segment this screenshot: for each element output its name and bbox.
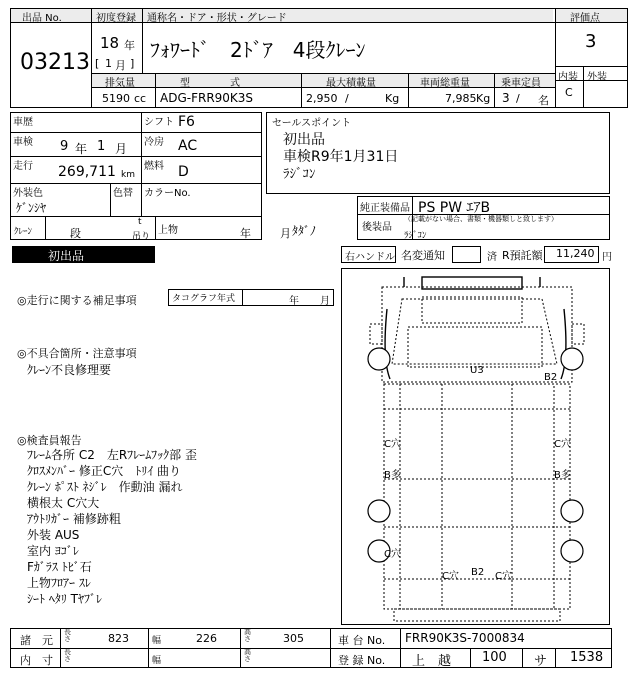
divider bbox=[301, 73, 302, 108]
divider bbox=[60, 628, 61, 668]
cargo-width-label: 幅 bbox=[152, 656, 162, 666]
defects-title: ◎不具合箇所・注意事項 bbox=[17, 347, 137, 360]
aftermarket-note: （記載がない場合、書類・機器類しと致します） bbox=[404, 215, 558, 223]
max-load-label: 最大積載量 bbox=[326, 78, 376, 89]
chassis-number: FRR90K3S-7000834 bbox=[405, 631, 525, 645]
inspection-label: 車検 bbox=[13, 137, 33, 148]
divider bbox=[91, 8, 92, 108]
capacity-label: 乗車定員 bbox=[501, 78, 541, 89]
divider bbox=[148, 628, 149, 668]
report-line: Fｶﾞﾗｽ ﾄﾋﾞ石 bbox=[27, 560, 92, 574]
recycle-label: R預託額 bbox=[502, 249, 543, 262]
slash: / bbox=[516, 92, 520, 105]
width-value: 226 bbox=[196, 632, 217, 645]
divider bbox=[408, 73, 409, 108]
divider bbox=[141, 112, 142, 184]
report-line: ﾌﾚｰﾑ各所 C2 左Rﾌﾚｰﾑﾌｯｸ部 歪 bbox=[27, 448, 197, 462]
divider bbox=[91, 87, 555, 88]
divider bbox=[155, 73, 156, 108]
tachograph-label: タコグラフ年式 bbox=[172, 294, 236, 304]
grade-label: 評価点 bbox=[570, 13, 600, 24]
divider bbox=[522, 648, 523, 668]
defect-1: ｸﾚｰﾝ不良修理要 bbox=[27, 363, 112, 377]
model-value: ADG-FRR90K3S bbox=[160, 91, 254, 105]
aftermarket-value: ﾗｼﾞｺﾝ bbox=[404, 231, 427, 241]
ac-value: AC bbox=[178, 138, 198, 154]
sales-point-2: 車検R9年1月31日 bbox=[283, 149, 399, 165]
mileage-unit: km bbox=[121, 170, 135, 180]
mark-c-hole-left: C穴 bbox=[384, 439, 401, 450]
capacity-value: 3 bbox=[502, 91, 510, 105]
gross-weight-unit: Kg bbox=[476, 92, 491, 105]
report-line: ｸﾚｰﾝ ﾎﾟｽﾄ ﾈｼﾞﾚ 作動油 漏れ bbox=[27, 480, 183, 494]
width-label: 幅 bbox=[152, 636, 162, 646]
report-line: 上物ﾌﾛｱｰ ｽﾚ bbox=[27, 576, 91, 590]
mark-c-hole-bumper-1: C穴 bbox=[442, 571, 459, 582]
max-load-value: 2,950 bbox=[306, 92, 338, 105]
steering-label: 右ハンドル bbox=[345, 252, 395, 263]
lot-number: 03213 bbox=[20, 50, 90, 75]
chassis-label: 車 台 No. bbox=[338, 634, 386, 647]
divider bbox=[242, 289, 243, 306]
report-line: ｱｳﾄﾘｶﾞｰ 補修跡粗 bbox=[27, 512, 121, 526]
reg-kana: サ bbox=[534, 654, 548, 669]
stage-label: 段 bbox=[70, 227, 81, 240]
cargo-height-label: 高さ bbox=[244, 648, 251, 663]
report-line: ｸﾛｽﾒﾝﾊﾞｰ 修正C穴 ﾄﾘｲ 曲り bbox=[27, 464, 182, 478]
sales-point-3: ﾗｼﾞｺﾝ bbox=[283, 167, 316, 182]
mark-b2-bumper: B2 bbox=[471, 567, 485, 578]
shift-label: シフト bbox=[144, 117, 174, 128]
divider bbox=[155, 216, 156, 240]
lot-no-label: 出品 No. bbox=[22, 13, 62, 24]
mark-b2-front: B2 bbox=[544, 372, 558, 383]
interior-grade: C bbox=[565, 86, 573, 99]
vehicle-name: ﾌｫﾜｰﾄﾞ 2ﾄﾞｱ 4段ｸﾚｰﾝ bbox=[150, 38, 366, 62]
height-label: 高さ bbox=[244, 628, 251, 643]
divider bbox=[10, 216, 262, 217]
max-load-unit: Kg bbox=[385, 92, 400, 105]
body-label: 上物 bbox=[158, 225, 178, 236]
displacement-value: 5190 bbox=[102, 92, 130, 105]
history-label: 車歴 bbox=[13, 117, 33, 128]
displacement-unit: cc bbox=[134, 92, 147, 105]
reg-region: 上 越 bbox=[412, 654, 452, 669]
divider bbox=[10, 132, 262, 133]
lifting-label: 吊り bbox=[132, 232, 151, 242]
inspection-month-unit: 月 bbox=[115, 142, 128, 156]
name-change-box bbox=[452, 246, 481, 263]
divider bbox=[240, 628, 241, 668]
year-unit: 年 bbox=[124, 39, 135, 52]
mark-c-hole-rear-left: C穴 bbox=[384, 549, 401, 560]
fuel-label: 燃料 bbox=[144, 161, 164, 172]
tachograph-month: 月 bbox=[320, 296, 330, 307]
model-label: 型 式 bbox=[180, 78, 240, 89]
bracket-open: [ bbox=[95, 57, 100, 70]
crane-label: ｸﾚｰﾝ bbox=[14, 227, 33, 237]
length-value: 823 bbox=[108, 632, 129, 645]
first-reg-month: 1 bbox=[105, 57, 112, 70]
divider bbox=[555, 8, 556, 108]
mark-u3: U3 bbox=[470, 365, 484, 376]
divider bbox=[10, 156, 262, 157]
mark-c-hole-bumper-3: C穴 bbox=[495, 571, 512, 582]
interior-label: 内装 bbox=[558, 72, 578, 83]
color-change-label: 色替 bbox=[113, 188, 133, 199]
divider bbox=[555, 648, 556, 668]
divider bbox=[555, 66, 628, 67]
grade-score: 3 bbox=[585, 31, 597, 52]
mark-b-many-left: B多 bbox=[384, 470, 401, 481]
genuine-equip-label: 純正装備品 bbox=[360, 203, 410, 214]
recycle-amount: 11,240 bbox=[556, 247, 595, 260]
divider bbox=[400, 628, 401, 668]
ext-color-label: 外装色 bbox=[13, 188, 43, 199]
divider bbox=[10, 183, 262, 184]
model-name-label: 通称名・ドア・形状・グレード bbox=[147, 13, 287, 24]
divider bbox=[583, 66, 584, 108]
body-year-unit: 年 bbox=[240, 227, 251, 240]
name-change-label: 名変通知 bbox=[401, 249, 445, 262]
inspector-report bbox=[27, 447, 197, 607]
displacement-label: 排気量 bbox=[105, 78, 135, 89]
first-reg-label: 初度登録 bbox=[96, 13, 136, 24]
divider bbox=[470, 648, 471, 668]
recycle-prefix: 済 bbox=[487, 252, 497, 263]
ac-label: 冷房 bbox=[144, 137, 164, 148]
color-no-label: カラーNo. bbox=[144, 188, 191, 199]
gross-weight-value: 7,985 bbox=[445, 92, 477, 105]
inspection-year-unit: 年 bbox=[75, 142, 88, 156]
divider bbox=[142, 8, 143, 73]
length-label: 長さ bbox=[64, 628, 71, 643]
dims-label: 諸 元 bbox=[20, 634, 53, 647]
month-unit: 月 bbox=[115, 59, 126, 72]
report-line: ｼｰﾄ ﾍﾀﾘ Tﾔﾌﾞﾚ bbox=[27, 592, 102, 606]
inspector-title: ◎検査員報告 bbox=[17, 434, 82, 447]
divider bbox=[494, 73, 495, 108]
first-listing-label: 初出品 bbox=[48, 249, 85, 263]
sales-points-label: セールスポイント bbox=[272, 118, 352, 129]
body-note: ﾀﾀﾞﾉ bbox=[292, 224, 317, 238]
aftermarket-label: 後装品 bbox=[362, 222, 392, 233]
divider bbox=[45, 216, 46, 240]
bracket-close: ] bbox=[130, 57, 135, 70]
genuine-equip-value: PS PW ｴｱB bbox=[418, 200, 491, 216]
damage-diagram-frame bbox=[341, 268, 610, 625]
reg-label: 登 録 No. bbox=[338, 654, 386, 667]
reg-number: 1538 bbox=[570, 650, 604, 665]
capacity-unit: 名 bbox=[538, 94, 549, 107]
reg-class: 100 bbox=[482, 650, 507, 665]
report-line: 横根太 C穴大 bbox=[27, 496, 100, 510]
cargo-length-label: 長さ bbox=[64, 648, 71, 663]
running-label: 走行 bbox=[13, 161, 33, 172]
gross-weight-label: 車両総重量 bbox=[420, 78, 470, 89]
report-line: 室内 ﾖｺﾞﾚ bbox=[27, 544, 79, 558]
first-reg-year: 18 bbox=[100, 34, 120, 52]
body-month-unit: 月 bbox=[280, 227, 291, 240]
report-line: 外装 AUS bbox=[27, 528, 80, 542]
mileage-value: 269,711 bbox=[58, 164, 116, 180]
divider bbox=[141, 183, 142, 216]
height-value: 305 bbox=[283, 632, 304, 645]
mark-c-hole-right: C穴 bbox=[554, 439, 571, 450]
divider bbox=[110, 183, 111, 216]
yen-unit: 円 bbox=[602, 252, 612, 263]
ton-unit: t bbox=[138, 217, 142, 227]
spec-label-bg bbox=[92, 74, 555, 87]
supplementary-title: ◎走行に関する補足事項 bbox=[17, 294, 137, 307]
cargo-label: 内 寸 bbox=[20, 654, 53, 667]
tachograph-year: 年 bbox=[289, 296, 299, 307]
exterior-label: 外装 bbox=[587, 72, 607, 83]
fuel-value: D bbox=[178, 164, 189, 180]
mark-b-many-right: B多 bbox=[554, 470, 571, 481]
shift-value: F6 bbox=[178, 114, 195, 130]
slash: / bbox=[345, 92, 349, 105]
inspection-year: 9 bbox=[60, 139, 69, 154]
inspection-month: 1 bbox=[97, 139, 106, 154]
sales-point-1: 初出品 bbox=[283, 132, 325, 148]
divider bbox=[330, 628, 331, 668]
ext-color-value: ｹﾞﾝｼﾔ bbox=[16, 201, 47, 215]
